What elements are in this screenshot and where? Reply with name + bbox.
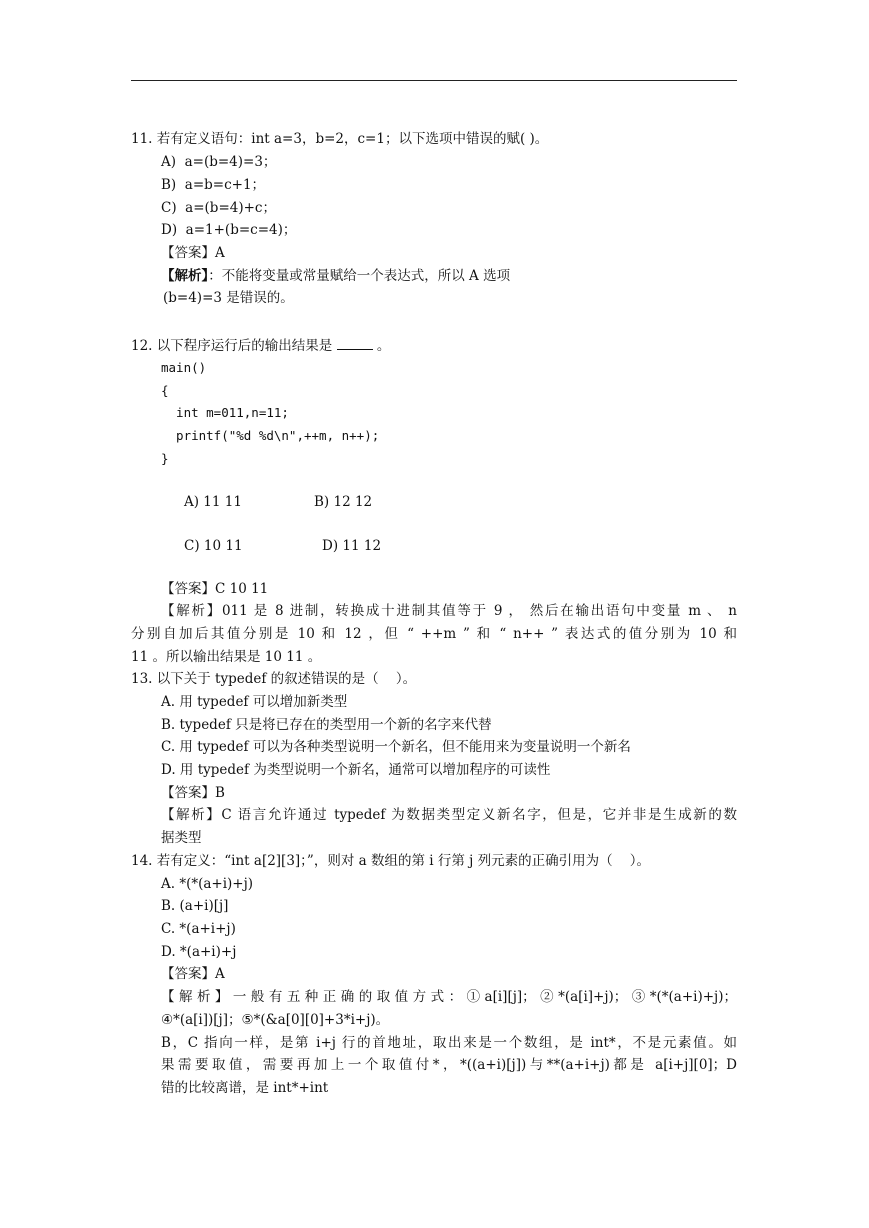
q12-stem xyxy=(131,337,390,354)
q11-option-c: C) a=(b=4)+c； xyxy=(161,200,276,216)
q11-analysis-cont: (b=4)=3 是错误的。 xyxy=(163,290,294,306)
q12-option-a: A) 11 11 xyxy=(184,494,242,510)
q14-analysis-line: 【解析】一般有五种正确的取值方式：①a[i][j]；②*(a[i]+j)；③*(*(a+i)+j)； xyxy=(161,989,737,1005)
q13-analysis-line: 【解析】C 语言允许通过 typedef 为数据类型定义新名字，但是，它并非是生成新的数 xyxy=(161,807,737,823)
q14-analysis-line: 错的比较离谱，是 int*+int xyxy=(161,1080,329,1096)
q12-analysis-line: 【解析】011 是 8 进制，转换成十进制其值等于 9 ， 然后在输出语句中变量 m 、 n xyxy=(161,603,737,619)
q13-option-a: A. 用 typedef 可以增加新类型 xyxy=(161,694,348,710)
q12-analysis-line: 分别自加后其值分别是 10 和 12 ，但 “ ++m ” 和 “ n++ ” 表达式的值分别为 10 和 xyxy=(131,626,737,642)
q12-code-line: } xyxy=(161,451,169,466)
q14-option-a: A. *(*(a+i)+j) xyxy=(161,876,254,892)
q14-analysis-line: 果需要取值，需要再加上一个取值付*，*((a+i)[j])与**(a+i+j)都是 a[i+j][0]；D xyxy=(161,1057,737,1073)
q14-answer: 【答案】A xyxy=(161,966,225,982)
q12-stem-text: 12. 以下程序运行后的输出结果是 xyxy=(131,338,337,354)
q13-analysis-line: 据类型 xyxy=(161,830,202,846)
q11-option-b: B) a=b=c+1； xyxy=(161,177,266,193)
q14-option-c: C. *(a+i+j) xyxy=(161,921,236,937)
q14-option-b: B. (a+i)[j] xyxy=(161,898,229,914)
q12-option-b: B) 12 12 xyxy=(314,494,373,510)
q11-option-d: D) a=1+(b=c=4)； xyxy=(161,222,297,238)
q13-option-c: C. 用 typedef 可以为各种类型说明一个新名，但不能用来为变量说明一个新名 xyxy=(161,739,631,755)
q12-analysis-line: 11 。所以输出结果是 10 11 。 xyxy=(131,649,322,665)
q14-analysis-line: B，C 指向一样，是第 i+j 行的首地址，取出来是一个数组，是 int*，不是元素值。如 xyxy=(161,1035,737,1051)
q12-answer-blank xyxy=(337,337,373,350)
q13-option-b: B. typedef 只是将已存在的类型用一个新的名字来代替 xyxy=(161,717,492,733)
q12-code-line: main() xyxy=(161,360,207,375)
q13-answer: 【答案】B xyxy=(161,785,225,801)
q12-stem-end: 。 xyxy=(372,338,391,354)
q11-analysis-label: 【解析】 xyxy=(161,268,209,284)
q11-analysis xyxy=(161,268,510,284)
q14-option-d: D. *(a+i)+j xyxy=(161,944,237,960)
q13-stem: 13. 以下关于 typedef 的叙述错误的是（ ）。 xyxy=(131,671,417,687)
q14-stem: 14. 若有定义：“int a[2][3]；”，则对 a 数组的第 i 行第 j 列元素的正确引用为（ ）。 xyxy=(131,853,651,869)
q11-analysis-text: ：不能将变量或常量赋给一个表达式，所以 A 选项 xyxy=(208,268,511,284)
q12-answer: 【答案】C 10 11 xyxy=(161,581,269,597)
q12-code-line: int m=011,n=11; xyxy=(161,405,289,420)
q11-stem: 11. 若有定义语句：int a=3，b=2，c=1；以下选项中错误的赋( )。 xyxy=(131,131,549,147)
q13-option-d: D. 用 typedef 为类型说明一个新名，通常可以增加程序的可读性 xyxy=(161,762,551,778)
q12-code-line: { xyxy=(161,383,169,398)
header-rule xyxy=(131,80,737,81)
q12-option-c: C) 10 11 xyxy=(184,538,243,554)
q11-option-a: A) a=(b=4)=3； xyxy=(161,154,277,170)
q12-option-d: D) 11 12 xyxy=(322,538,382,554)
q12-code-line: printf("%d %d\n",++m, n++); xyxy=(161,428,380,443)
q11-answer: 【答案】A xyxy=(161,245,225,261)
q14-analysis-line: ④*(a[i])[j]；⑤*(&a[0][0]+3*i+j)。 xyxy=(161,1012,390,1028)
